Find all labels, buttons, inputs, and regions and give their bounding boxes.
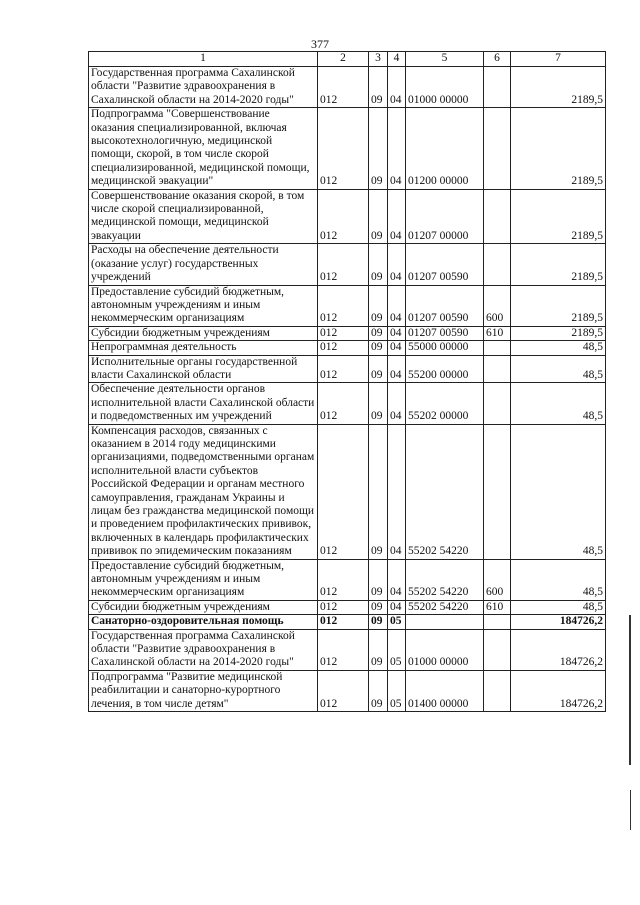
table-row: [89, 559, 606, 600]
ved-cell: 012: [318, 108, 369, 189]
vr-cell: [484, 383, 511, 424]
table-body: [89, 52, 606, 712]
sum-cell: 48,5: [511, 424, 606, 559]
header-row: [89, 52, 606, 67]
subsection-cell: 04: [388, 285, 406, 326]
ved-cell: 012: [318, 629, 369, 670]
table-row: [89, 670, 606, 711]
csr-cell: 01207 00590: [406, 326, 484, 340]
vr-cell: [484, 629, 511, 670]
section-cell: 09: [369, 615, 388, 629]
ved-cell: 012: [318, 383, 369, 424]
vr-cell: [484, 424, 511, 559]
row-name-cell: Санаторно-оздоровительная помощь: [89, 615, 318, 629]
header-cell: 1: [89, 52, 318, 67]
sum-cell: 48,5: [511, 341, 606, 355]
subsection-cell: 04: [388, 424, 406, 559]
page-number: 377: [311, 37, 329, 51]
section-cell: 09: [369, 670, 388, 711]
row-name-cell: Предоставление субсидий бюджетным, автономным учреждениям и иным некоммерческим организациям: [89, 559, 318, 600]
subsection-cell: 04: [388, 559, 406, 600]
ved-cell: 012: [318, 670, 369, 711]
subsection-cell: 04: [388, 189, 406, 244]
sum-cell: 2189,5: [511, 67, 606, 108]
table-row: [89, 424, 606, 559]
vr-cell: [484, 108, 511, 189]
header-cell: 6: [484, 52, 511, 67]
vr-cell: 610: [484, 600, 511, 614]
subsection-cell: 05: [388, 615, 406, 629]
table-row: [89, 108, 606, 189]
subsection-cell: 04: [388, 355, 406, 383]
vr-cell: 600: [484, 285, 511, 326]
subsection-cell: 04: [388, 244, 406, 285]
table-row: [89, 326, 606, 340]
csr-cell: 55202 54220: [406, 424, 484, 559]
csr-cell: 55202 54220: [406, 600, 484, 614]
ved-cell: 012: [318, 559, 369, 600]
sum-cell: 48,5: [511, 383, 606, 424]
csr-cell: 01000 00000: [406, 629, 484, 670]
sum-cell: 2189,5: [511, 326, 606, 340]
section-cell: 09: [369, 424, 388, 559]
row-name-cell: Компенсация расходов, связанных с оказанием в 2014 году медицинскими организациями, подведомственными органам исполнительной власти субъектов Российской Федерации и органам местного самоуправления, гражданам Украины и лицам без гражданства медицинской помощи и проведением профилактических прививок, включенных в календарь профилактических прививок по эпидемическим показаниям: [89, 424, 318, 559]
sum-cell: 2189,5: [511, 108, 606, 189]
sum-cell: 184726,2: [511, 629, 606, 670]
sum-cell: 2189,5: [511, 189, 606, 244]
subsection-cell: 05: [388, 670, 406, 711]
ved-cell: 012: [318, 355, 369, 383]
section-cell: 09: [369, 355, 388, 383]
vr-cell: [484, 244, 511, 285]
row-name-cell: Подпрограмма "Совершенствование оказания специализированной, включая высокотехнологичную, медицинской помощи, скорой, в том числе скорой специализированной, медицинской помощи, медицинской эвакуации": [89, 108, 318, 189]
section-cell: 09: [369, 108, 388, 189]
row-name-cell: Подпрограмма "Развитие медицинской реабилитации и санаторно-курортного лечения, в том числе детям": [89, 670, 318, 711]
subsection-cell: 04: [388, 383, 406, 424]
row-name-cell: Субсидии бюджетным учреждениям: [89, 326, 318, 340]
csr-cell: 55202 54220: [406, 559, 484, 600]
row-name-cell: Непрограммная деятельность: [89, 341, 318, 355]
ved-cell: 012: [318, 244, 369, 285]
section-cell: 09: [369, 600, 388, 614]
section-cell: 09: [369, 285, 388, 326]
section-cell: 09: [369, 244, 388, 285]
table-row: [89, 189, 606, 244]
csr-cell: 01400 00000: [406, 670, 484, 711]
ved-cell: 012: [318, 67, 369, 108]
sum-cell: 48,5: [511, 559, 606, 600]
section-cell: 09: [369, 383, 388, 424]
ved-cell: 012: [318, 326, 369, 340]
table-row: [89, 244, 606, 285]
row-name-cell: Предоставление субсидий бюджетным, автономным учреждениям и иным некоммерческим организациям: [89, 285, 318, 326]
csr-cell: 55000 00000: [406, 341, 484, 355]
table-row: [89, 600, 606, 614]
budget-table: [88, 51, 606, 712]
row-name-cell: Расходы на обеспечение деятельности (оказание услуг) государственных учреждений: [89, 244, 318, 285]
ved-cell: 012: [318, 341, 369, 355]
scan-mark: [629, 615, 631, 765]
scan-mark: [630, 790, 631, 830]
vr-cell: 610: [484, 326, 511, 340]
header-cell: 4: [388, 52, 406, 67]
vr-cell: [484, 615, 511, 629]
sum-cell: 2189,5: [511, 244, 606, 285]
table-row: [89, 285, 606, 326]
table-row: [89, 355, 606, 383]
subsection-cell: 04: [388, 67, 406, 108]
csr-cell: 55200 00000: [406, 355, 484, 383]
subsection-cell: 04: [388, 341, 406, 355]
row-name-cell: Обеспечение деятельности органов исполнительной власти Сахалинской области и подведомственных им учреждений: [89, 383, 318, 424]
section-cell: 09: [369, 189, 388, 244]
header-cell: 7: [511, 52, 606, 67]
table-row: [89, 341, 606, 355]
table-row: [89, 67, 606, 108]
ved-cell: 012: [318, 615, 369, 629]
subsection-cell: 04: [388, 326, 406, 340]
section-cell: 09: [369, 326, 388, 340]
vr-cell: [484, 189, 511, 244]
sum-cell: 184726,2: [511, 615, 606, 629]
sum-cell: 48,5: [511, 355, 606, 383]
section-cell: 09: [369, 629, 388, 670]
csr-cell: 01000 00000: [406, 67, 484, 108]
subsection-cell: 04: [388, 600, 406, 614]
table-row: [89, 629, 606, 670]
vr-cell: [484, 670, 511, 711]
header-cell: 2: [318, 52, 369, 67]
section-cell: 09: [369, 67, 388, 108]
section-cell: 09: [369, 559, 388, 600]
csr-cell: 01207 00590: [406, 285, 484, 326]
csr-cell: [406, 615, 484, 629]
ved-cell: 012: [318, 189, 369, 244]
row-name-cell: Субсидии бюджетным учреждениям: [89, 600, 318, 614]
header-cell: 3: [369, 52, 388, 67]
vr-cell: 600: [484, 559, 511, 600]
csr-cell: 01200 00000: [406, 108, 484, 189]
ved-cell: 012: [318, 424, 369, 559]
header-cell: 5: [406, 52, 484, 67]
subsection-cell: 04: [388, 108, 406, 189]
row-name-cell: Государственная программа Сахалинской области "Развитие здравоохранения в Сахалинской области на 2014-2020 годы": [89, 67, 318, 108]
ved-cell: 012: [318, 600, 369, 614]
table-row: [89, 383, 606, 424]
vr-cell: [484, 355, 511, 383]
vr-cell: [484, 341, 511, 355]
row-name-cell: Совершенствование оказания скорой, в том числе скорой специализированной, медицинской помощи, медицинской эвакуации: [89, 189, 318, 244]
sum-cell: 48,5: [511, 600, 606, 614]
ved-cell: 012: [318, 285, 369, 326]
subsection-cell: 05: [388, 629, 406, 670]
row-name-cell: Исполнительные органы государственной власти Сахалинской области: [89, 355, 318, 383]
row-name-cell: Государственная программа Сахалинской области "Развитие здравоохранения в Сахалинской области на 2014-2020 годы": [89, 629, 318, 670]
vr-cell: [484, 67, 511, 108]
csr-cell: 55202 00000: [406, 383, 484, 424]
csr-cell: 01207 00000: [406, 189, 484, 244]
sum-cell: 184726,2: [511, 670, 606, 711]
csr-cell: 01207 00590: [406, 244, 484, 285]
sum-cell: 2189,5: [511, 285, 606, 326]
table-row: [89, 615, 606, 629]
section-cell: 09: [369, 341, 388, 355]
